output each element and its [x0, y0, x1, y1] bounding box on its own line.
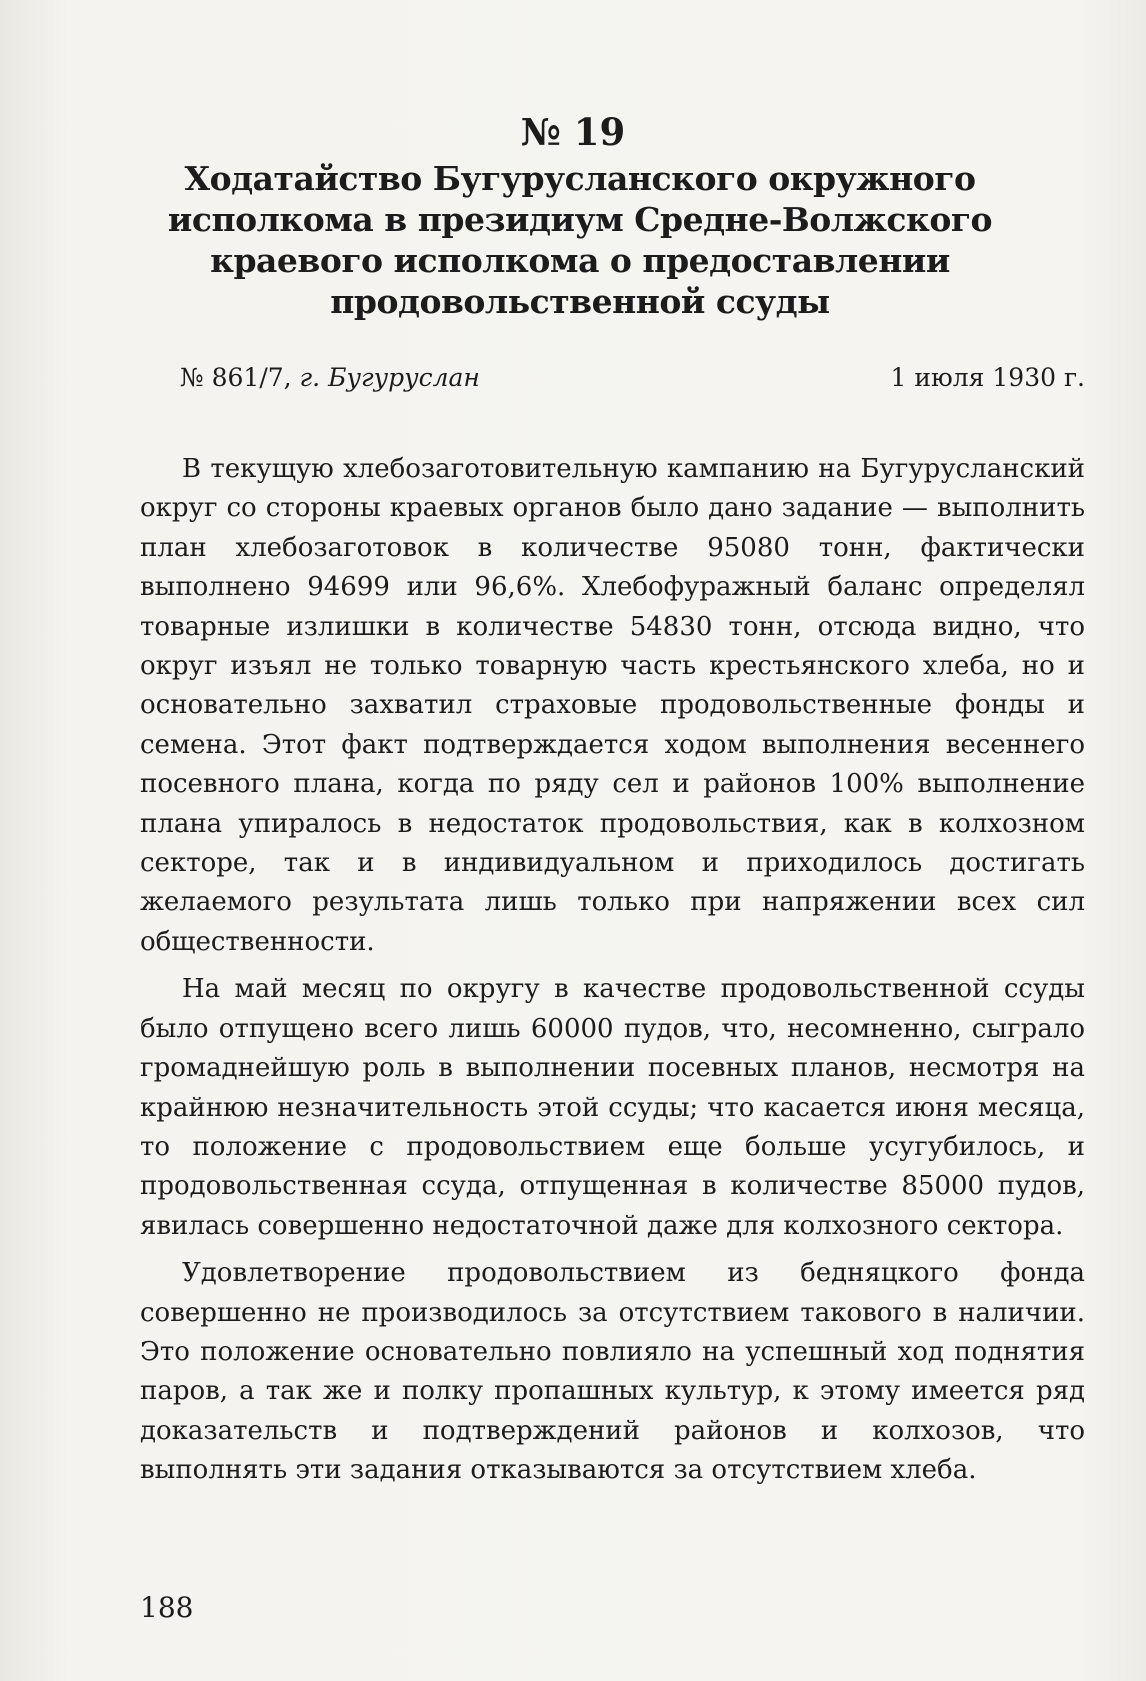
paragraph-1: В текущую хлебозаготовительную кампанию на Бугурусланский округ со стороны краевых органов было дано задание — выполнить план хлебозаготовок в количестве 95080 тонн, фактически выполнено 94699 или 96,6%. Хлебофуражный баланс определял товарные излишки в количестве 54830 тонн, отсюда видно, что округ изъял не только товарную часть крестьянского хлеба, но и основательно захватил страховые продовольственные фонды и семена. Этот факт подтверждается ходом выполнения весеннего посевного плана, когда по ряду сел и районов 100% выполнение плана упиралось в недостаток продовольствия, как в колхозном секторе, так и в индивидуальном и приходилось достигать желаемого результата лишь только при напряжении всех сил общественности. [140, 454, 1085, 957]
document-place: г. Бугуруслан [299, 363, 480, 392]
document-ref-number: № 861/7, [180, 363, 300, 392]
document-body [140, 450, 1085, 1499]
document-reference [180, 362, 480, 394]
paragraph-2: На май месяц по округу в качестве продовольственной ссуды было отпущено всего лишь 60000 пудов, что, несомненно, сыграло громаднейшую роль в выполнении посевных планов, несмотря на крайнюю незначительность этой ссуды; что касается июня месяца, то положение с продовольствием еще больше усугубилось, и продовольственная ссуда, отпущенная в количестве 85000 пудов, явилась совершенно недостаточной даже для колхозного сектора. [140, 974, 1085, 1241]
paragraph-3: Удовлетворение продовольствием из бедняцкого фонда совершенно не производилось за отсутствием такового в наличии. Это положение основательно повлияло на успешный ход поднятия паров, а так же и полку пропашных культур, к этому имеется ряд доказательств и подтверждений районов и колхозов, что выполнять эти задания отказываются за отсутствием хлеба. [140, 1258, 1085, 1486]
page-number: 188 [140, 1591, 194, 1624]
document-number: № 19 [520, 110, 626, 154]
document-date: 1 июля 1930 г. [890, 363, 1085, 392]
document-title: Ходатайство Бугурусланского окружного исполкома в президиум Средне-Волжского краевого исполкома о предоставлении продовольственной ссуды [167, 159, 993, 321]
